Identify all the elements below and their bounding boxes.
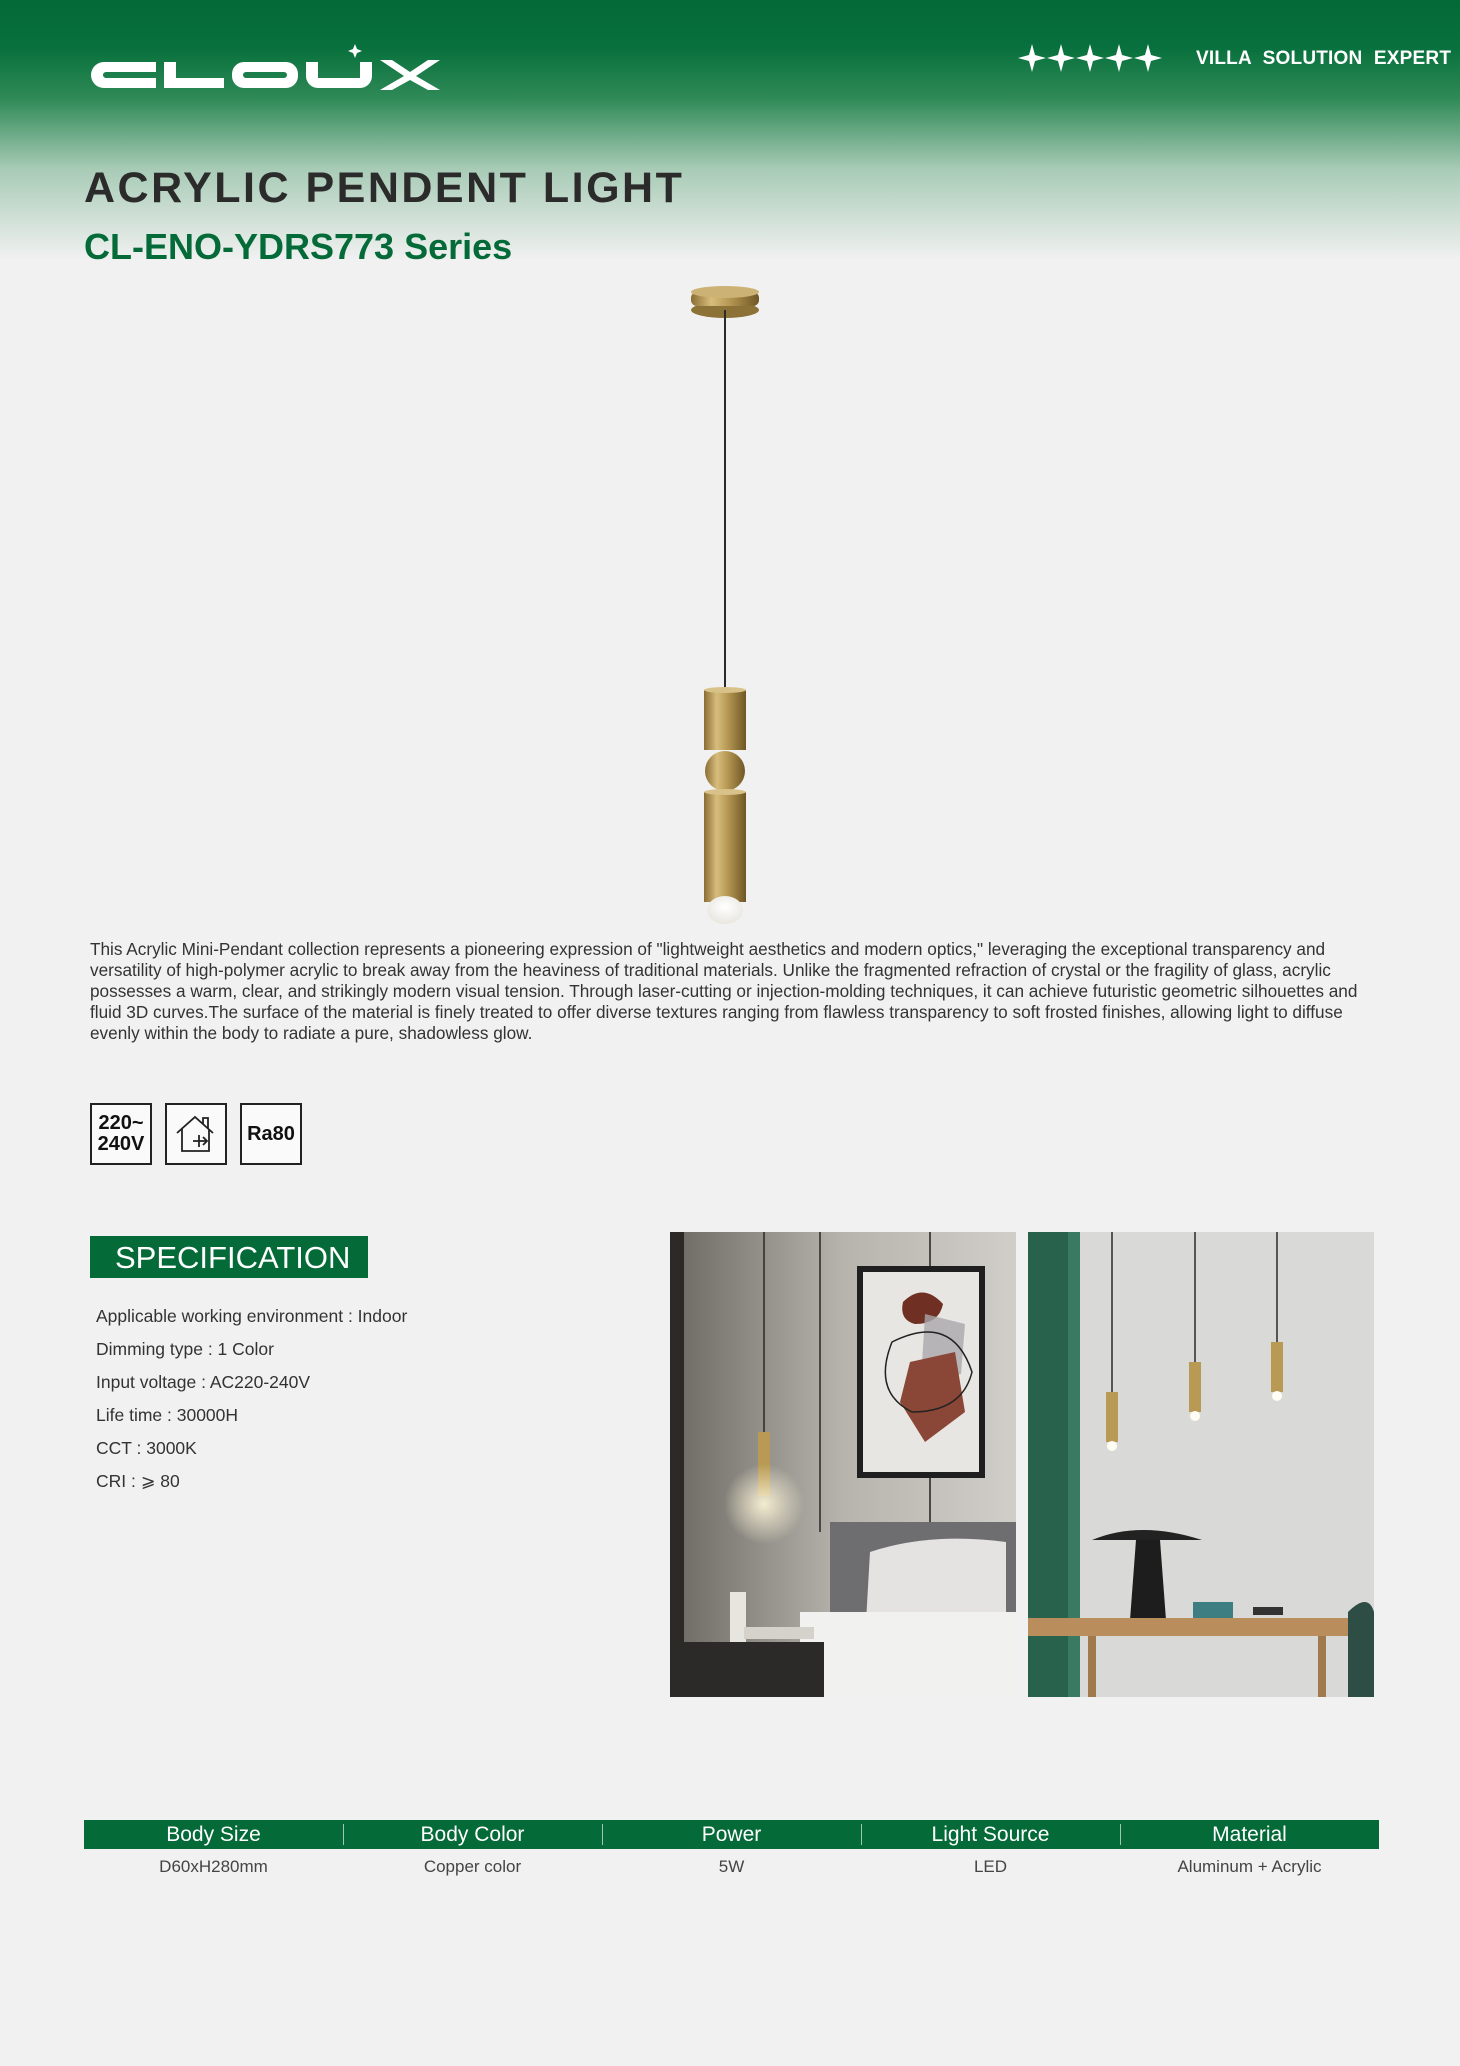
table-header-cell: Power	[602, 1820, 861, 1849]
table-cell: 5W	[718, 1857, 745, 1876]
header-background	[0, 0, 1460, 260]
product-series: CL-ENO-YDRS773 Series	[84, 226, 513, 267]
pendant-light-product-image	[680, 280, 780, 930]
table-cell: Copper color	[423, 1857, 522, 1876]
table-cell: D60xH280mm	[159, 1857, 268, 1876]
spec-item: CCT : 3000K	[96, 1438, 197, 1458]
dining-scene-photo	[1028, 1232, 1374, 1697]
specification-heading: SPECIFICATION	[90, 1236, 368, 1278]
indoor-house-icon	[165, 1103, 227, 1165]
spec-item: Dimming type : 1 Color	[96, 1339, 274, 1359]
table-header-cell: Body Color	[343, 1820, 602, 1849]
product-parameter-table	[84, 1820, 1379, 1885]
table-header-cell: Material	[1120, 1820, 1379, 1849]
table-header-row	[84, 1820, 1379, 1849]
five-star-rating	[1018, 40, 1162, 76]
voltage-badge	[90, 1103, 152, 1165]
spec-item: Life time : 30000H	[96, 1405, 239, 1425]
specification-list	[96, 1300, 407, 1498]
table-header-cell: Light Source	[861, 1820, 1120, 1849]
product-title: ACRYLIC PENDENT LIGHT	[84, 164, 685, 212]
spec-item: CRI : ⩾ 80	[96, 1471, 180, 1491]
brand-tagline: VILLA SOLUTION EXPERT	[1196, 48, 1452, 69]
cri-badge-text: Ra80	[247, 1122, 295, 1145]
cloux-logo	[84, 40, 440, 102]
table-cell: Aluminum + Acrylic	[1177, 1857, 1322, 1876]
feature-badges	[90, 1103, 302, 1165]
table-cell: LED	[973, 1857, 1008, 1876]
table-header-cell: Body Size	[166, 1823, 261, 1846]
bedroom-scene-photo	[670, 1232, 1016, 1697]
voltage-badge-text: 220~ 240V	[97, 1112, 145, 1155]
table-row	[84, 1849, 1379, 1885]
cri-badge	[240, 1103, 302, 1165]
spec-item: Applicable working environment : Indoor	[96, 1306, 408, 1326]
product-description: This Acrylic Mini-Pendant collection represents a pioneering expression of "lightweight aesthetics and modern optics," leveraging the exceptional transparency and versatility of high-polymer acrylic to break away from the heaviness of traditional materials. Unlike the fragmented refraction of crystal or the fragility of glass, acrylic possesses a warm, clear, and strikingly modern visual tension. Through laser-cutting or injection-molding techniques, it can achieve futuristic geometric silhouettes and fluid 3D curves.The surface of the material is finely treated to offer diverse textures ranging from flawless transparency to soft frosted finishes, allowing light to diffuse evenly within the body to radiate a pure, shadowless glow.	[90, 939, 1358, 1043]
spec-item: Input voltage : AC220-240V	[96, 1372, 311, 1392]
